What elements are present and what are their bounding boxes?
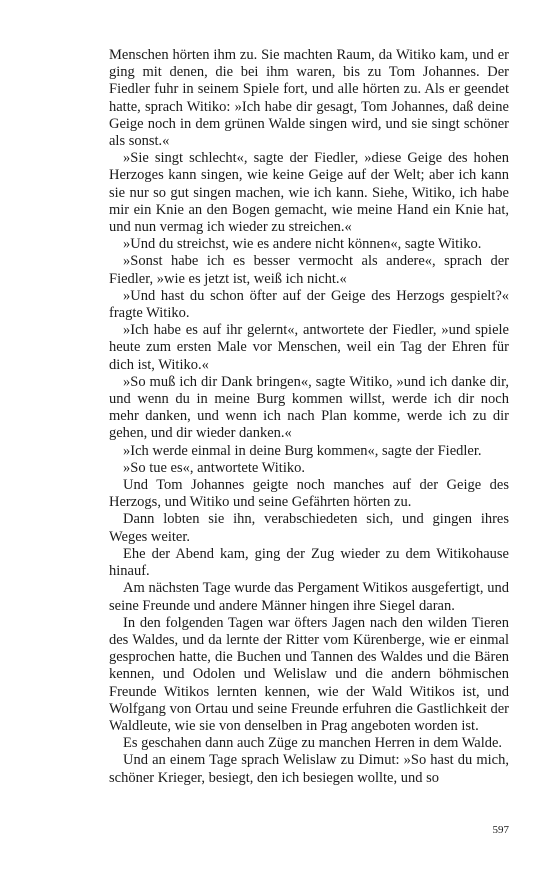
paragraph: Dann lobten sie ihn, verabschiedeten sich, und gingen ihres Weges weiter.	[109, 511, 509, 545]
paragraph: Es geschahen dann auch Züge zu manchen Herren in dem Walde.	[123, 735, 503, 752]
paragraph: Ehe der Abend kam, ging der Zug wieder zu dem Witikohause hinauf.	[109, 545, 509, 580]
paragraph: »Ich habe es auf ihr gelernt«, antwortete der Fiedler, »und spiele heute zum ersten Male vor Menschen, weil ein Tag der Ehren für dich ist, Witiko.«	[109, 322, 509, 373]
paragraph: »So muß ich dir Dank bringen«, sagte Witiko, »und ich danke dir, und wenn du in meine Burg kommen willst, werde ich dir noch mehr danken, und wenn ich nach Plan komme, werde ich zu dir gehen, und dir wieder danken.«	[109, 373, 509, 442]
paragraph: »Und du streichst, wie es andere nicht können«, sagte Witiko.	[123, 236, 482, 253]
paragraph: »Ich werde einmal in deine Burg kommen«, sagte der Fiedler.	[123, 442, 482, 459]
paragraph: Und Tom Johannes geigte noch manches auf der Geige des Herzogs, und Witiko und seine Gefährten hörten zu.	[109, 477, 509, 511]
paragraph: Und an einem Tage sprach Welislaw zu Dimut: »So hast du mich, schöner Krieger, besiegt, den ich besiegen wollte, und so	[109, 752, 509, 786]
page-number: 597	[492, 824, 509, 836]
paragraph: »Und hast du schon öfter auf der Geige des Herzogs gespielt?« fragte Witiko.	[109, 287, 509, 322]
paragraph: »So tue es«, antwortete Witiko.	[123, 459, 305, 476]
paragraph: »Sonst habe ich es besser vermocht als andere«, sprach der Fiedler, »wie es jetzt ist, weiß ich nicht.«	[109, 253, 509, 287]
paragraph: »Sie singt schlecht«, sagte der Fiedler, »diese Geige des hohen Herzoges kann singen, wie keine Geige auf der Welt; aber ich kann sie nur so gut singen machen, wie ich kann. Siehe, Witiko, ich habe mir ein Knie an den Bogen gemacht, wie meine Hand ein Knie hat, und nun vermag ich wieder zu streichen.«	[109, 150, 509, 236]
paragraph: Am nächsten Tage wurde das Pergament Witikos ausgefertigt, und seine Freunde und andere Männer hingen ihre Siegel daran.	[109, 580, 509, 614]
paragraph: In den folgenden Tagen war öfters Jagen nach den wilden Tieren des Waldes, und da lernte der Ritter vom Kürenberge, wie er einmal gesprochen hatte, die Buchen und Tannen des Waldes und die Bären kennen, und Odolen und Welislaw und die andern böhmischen Freunde Witikos lernten kennen, wie der Wald Witikos ist, und Wolfgang von Ortau und seine Freunde erfuhren die Gastlichkeit der Waldleute, wie sie von denselben in Prag angeboten worden ist.	[109, 614, 509, 734]
paragraph: Menschen hörten ihm zu. Sie machten Raum, da Witiko kam, und er ging mit denen, die bei ihm waren, bis zu Tom Johannes. Der Fiedler fuhr in seinem Spiele fort, und alle hörten zu. Als er geendet hatte, sprach Witiko: »Ich habe dir gesagt, Tom Johannes, daß deine Geige noch in dem grünen Walde singen wird, und sie singt schöner als sonst.«	[109, 47, 509, 150]
body-text	[109, 47, 509, 787]
